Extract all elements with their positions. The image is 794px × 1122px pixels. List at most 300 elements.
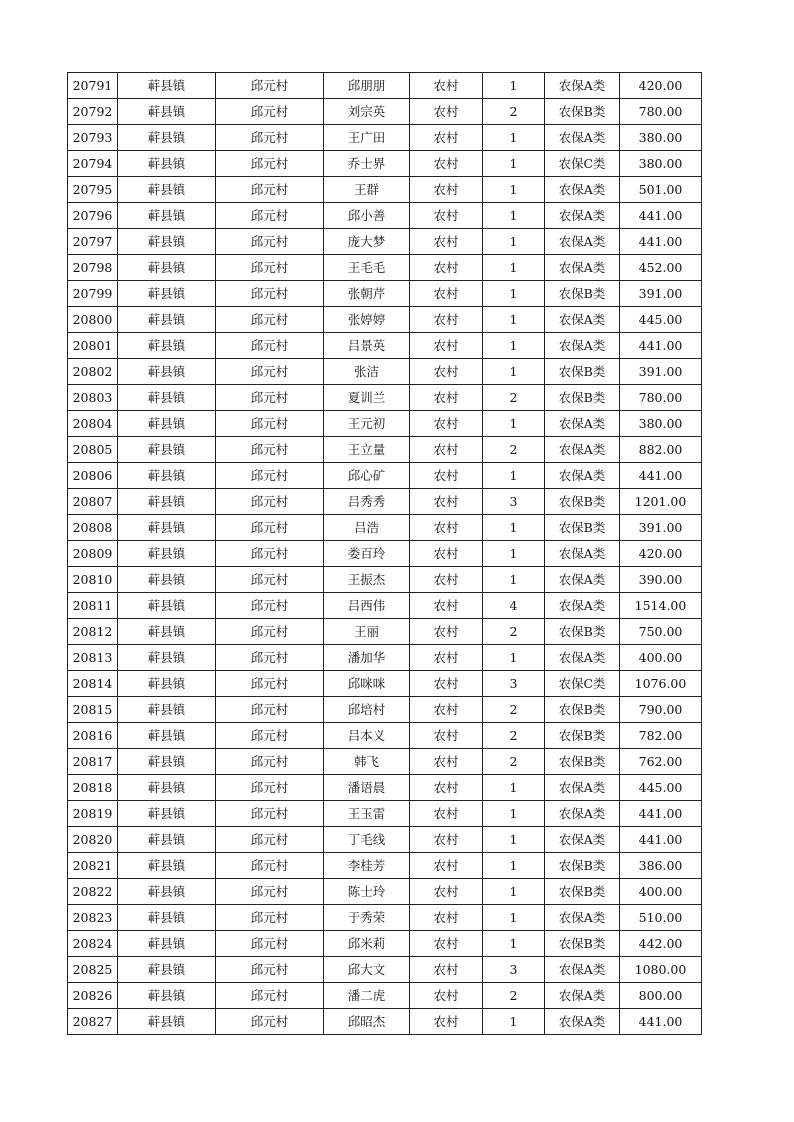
household-count-cell: 2 (483, 723, 545, 749)
record-id-cell: 20792 (68, 99, 118, 125)
household-count-cell: 1 (483, 463, 545, 489)
record-id-cell: 20791 (68, 73, 118, 99)
name-cell: 邱朋朋 (324, 73, 410, 99)
name-cell: 邱咪咪 (324, 671, 410, 697)
village-cell: 邱元村 (216, 359, 324, 385)
amount-cell: 1080.00 (620, 957, 702, 983)
table-row (68, 905, 702, 931)
area-type-cell: 农村 (410, 515, 483, 541)
insurance-category-cell: 农保A类 (545, 593, 620, 619)
household-count-cell: 3 (483, 489, 545, 515)
village-cell: 邱元村 (216, 307, 324, 333)
amount-cell: 391.00 (620, 281, 702, 307)
name-cell: 潘二虎 (324, 983, 410, 1009)
record-id-cell: 20826 (68, 983, 118, 1009)
area-type-cell: 农村 (410, 255, 483, 281)
area-type-cell: 农村 (410, 307, 483, 333)
town-cell: 蓒县镇 (118, 801, 216, 827)
table-row (68, 827, 702, 853)
village-cell: 邱元村 (216, 281, 324, 307)
table-row (68, 957, 702, 983)
record-id-cell: 20823 (68, 905, 118, 931)
insurance-category-cell: 农保A类 (545, 229, 620, 255)
name-cell: 王群 (324, 177, 410, 203)
village-cell: 邱元村 (216, 983, 324, 1009)
village-cell: 邱元村 (216, 723, 324, 749)
amount-cell: 400.00 (620, 645, 702, 671)
area-type-cell: 农村 (410, 593, 483, 619)
insurance-category-cell: 农保A类 (545, 801, 620, 827)
record-id-cell: 20815 (68, 697, 118, 723)
insurance-category-cell: 农保A类 (545, 775, 620, 801)
household-count-cell: 1 (483, 541, 545, 567)
amount-cell: 441.00 (620, 801, 702, 827)
village-cell: 邱元村 (216, 905, 324, 931)
insurance-category-cell: 农保B类 (545, 385, 620, 411)
insurance-category-cell: 农保B类 (545, 99, 620, 125)
name-cell: 王丽 (324, 619, 410, 645)
area-type-cell: 农村 (410, 775, 483, 801)
household-count-cell: 2 (483, 99, 545, 125)
table-row (68, 645, 702, 671)
town-cell: 蓒县镇 (118, 515, 216, 541)
table-row (68, 151, 702, 177)
town-cell: 蓒县镇 (118, 73, 216, 99)
village-cell: 邱元村 (216, 151, 324, 177)
village-cell: 邱元村 (216, 957, 324, 983)
amount-cell: 441.00 (620, 333, 702, 359)
amount-cell: 380.00 (620, 411, 702, 437)
insurance-category-cell: 农保A类 (545, 541, 620, 567)
household-count-cell: 3 (483, 957, 545, 983)
amount-cell: 441.00 (620, 463, 702, 489)
town-cell: 蓒县镇 (118, 671, 216, 697)
table-row (68, 281, 702, 307)
town-cell: 蓒县镇 (118, 619, 216, 645)
insurance-category-cell: 农保B类 (545, 489, 620, 515)
household-count-cell: 1 (483, 281, 545, 307)
town-cell: 蓒县镇 (118, 437, 216, 463)
town-cell: 蓒县镇 (118, 125, 216, 151)
name-cell: 邱小善 (324, 203, 410, 229)
town-cell: 蓒县镇 (118, 723, 216, 749)
household-count-cell: 2 (483, 697, 545, 723)
amount-cell: 441.00 (620, 203, 702, 229)
name-cell: 刘宗英 (324, 99, 410, 125)
town-cell: 蓒县镇 (118, 385, 216, 411)
amount-cell: 800.00 (620, 983, 702, 1009)
record-id-cell: 20814 (68, 671, 118, 697)
amount-cell: 510.00 (620, 905, 702, 931)
table-row (68, 385, 702, 411)
name-cell: 王元初 (324, 411, 410, 437)
amount-cell: 445.00 (620, 307, 702, 333)
amount-cell: 452.00 (620, 255, 702, 281)
record-id-cell: 20795 (68, 177, 118, 203)
insurance-category-cell: 农保A类 (545, 645, 620, 671)
insurance-category-cell: 农保A类 (545, 203, 620, 229)
household-count-cell: 1 (483, 229, 545, 255)
household-count-cell: 2 (483, 437, 545, 463)
table-body (68, 73, 702, 1035)
record-id-cell: 20807 (68, 489, 118, 515)
table-row (68, 567, 702, 593)
household-count-cell: 1 (483, 905, 545, 931)
name-cell: 张洁 (324, 359, 410, 385)
town-cell: 蓒县镇 (118, 255, 216, 281)
table-row (68, 515, 702, 541)
town-cell: 蓒县镇 (118, 775, 216, 801)
village-cell: 邱元村 (216, 385, 324, 411)
village-cell: 邱元村 (216, 73, 324, 99)
name-cell: 王毛毛 (324, 255, 410, 281)
name-cell: 韩飞 (324, 749, 410, 775)
data-table (67, 72, 702, 1035)
insurance-category-cell: 农保A类 (545, 983, 620, 1009)
amount-cell: 445.00 (620, 775, 702, 801)
insurance-category-cell: 农保A类 (545, 333, 620, 359)
table-row (68, 853, 702, 879)
town-cell: 蓒县镇 (118, 853, 216, 879)
name-cell: 邱心矿 (324, 463, 410, 489)
village-cell: 邱元村 (216, 541, 324, 567)
table-row (68, 723, 702, 749)
name-cell: 邱昭杰 (324, 1009, 410, 1035)
town-cell: 蓒县镇 (118, 957, 216, 983)
village-cell: 邱元村 (216, 749, 324, 775)
insurance-category-cell: 农保B类 (545, 723, 620, 749)
town-cell: 蓒县镇 (118, 333, 216, 359)
name-cell: 丁毛线 (324, 827, 410, 853)
town-cell: 蓒县镇 (118, 931, 216, 957)
town-cell: 蓒县镇 (118, 359, 216, 385)
area-type-cell: 农村 (410, 125, 483, 151)
area-type-cell: 农村 (410, 411, 483, 437)
area-type-cell: 农村 (410, 853, 483, 879)
table-row (68, 411, 702, 437)
table-row (68, 879, 702, 905)
name-cell: 李桂芳 (324, 853, 410, 879)
area-type-cell: 农村 (410, 385, 483, 411)
household-count-cell: 2 (483, 983, 545, 1009)
name-cell: 庞大梦 (324, 229, 410, 255)
insurance-category-cell: 农保A类 (545, 1009, 620, 1035)
amount-cell: 391.00 (620, 359, 702, 385)
table-row (68, 749, 702, 775)
household-count-cell: 1 (483, 411, 545, 437)
insurance-category-cell: 农保A类 (545, 957, 620, 983)
town-cell: 蓒县镇 (118, 229, 216, 255)
area-type-cell: 农村 (410, 749, 483, 775)
record-id-cell: 20797 (68, 229, 118, 255)
table-row (68, 73, 702, 99)
record-id-cell: 20793 (68, 125, 118, 151)
village-cell: 邱元村 (216, 853, 324, 879)
record-id-cell: 20799 (68, 281, 118, 307)
amount-cell: 782.00 (620, 723, 702, 749)
name-cell: 邱大文 (324, 957, 410, 983)
town-cell: 蓒县镇 (118, 281, 216, 307)
village-cell: 邱元村 (216, 1009, 324, 1035)
name-cell: 潘语晨 (324, 775, 410, 801)
insurance-category-cell: 农保A类 (545, 307, 620, 333)
name-cell: 王广田 (324, 125, 410, 151)
village-cell: 邱元村 (216, 203, 324, 229)
village-cell: 邱元村 (216, 515, 324, 541)
name-cell: 王玉雷 (324, 801, 410, 827)
insurance-category-cell: 农保A类 (545, 411, 620, 437)
insurance-category-cell: 农保B类 (545, 879, 620, 905)
insurance-category-cell: 农保A类 (545, 255, 620, 281)
table-row (68, 541, 702, 567)
amount-cell: 780.00 (620, 385, 702, 411)
village-cell: 邱元村 (216, 229, 324, 255)
town-cell: 蓒县镇 (118, 593, 216, 619)
village-cell: 邱元村 (216, 125, 324, 151)
household-count-cell: 1 (483, 177, 545, 203)
household-count-cell: 1 (483, 645, 545, 671)
table-row (68, 463, 702, 489)
area-type-cell: 农村 (410, 619, 483, 645)
town-cell: 蓒县镇 (118, 307, 216, 333)
record-id-cell: 20813 (68, 645, 118, 671)
area-type-cell: 农村 (410, 229, 483, 255)
village-cell: 邱元村 (216, 255, 324, 281)
household-count-cell: 1 (483, 931, 545, 957)
area-type-cell: 农村 (410, 489, 483, 515)
area-type-cell: 农村 (410, 463, 483, 489)
town-cell: 蓒县镇 (118, 879, 216, 905)
village-cell: 邱元村 (216, 671, 324, 697)
household-count-cell: 1 (483, 775, 545, 801)
name-cell: 吕西伟 (324, 593, 410, 619)
insurance-category-cell: 农保A类 (545, 905, 620, 931)
table-row (68, 229, 702, 255)
insurance-category-cell: 农保A类 (545, 73, 620, 99)
village-cell: 邱元村 (216, 827, 324, 853)
record-id-cell: 20816 (68, 723, 118, 749)
area-type-cell: 农村 (410, 697, 483, 723)
household-count-cell: 1 (483, 801, 545, 827)
village-cell: 邱元村 (216, 775, 324, 801)
name-cell: 潘加华 (324, 645, 410, 671)
amount-cell: 780.00 (620, 99, 702, 125)
area-type-cell: 农村 (410, 931, 483, 957)
amount-cell: 442.00 (620, 931, 702, 957)
area-type-cell: 农村 (410, 801, 483, 827)
insurance-category-cell: 农保A类 (545, 567, 620, 593)
area-type-cell: 农村 (410, 983, 483, 1009)
household-count-cell: 2 (483, 749, 545, 775)
amount-cell: 1514.00 (620, 593, 702, 619)
record-id-cell: 20825 (68, 957, 118, 983)
record-id-cell: 20804 (68, 411, 118, 437)
household-count-cell: 1 (483, 359, 545, 385)
household-count-cell: 1 (483, 307, 545, 333)
insurance-category-cell: 农保B类 (545, 281, 620, 307)
area-type-cell: 农村 (410, 905, 483, 931)
town-cell: 蓒县镇 (118, 905, 216, 931)
record-id-cell: 20819 (68, 801, 118, 827)
area-type-cell: 农村 (410, 281, 483, 307)
town-cell: 蓒县镇 (118, 177, 216, 203)
village-cell: 邱元村 (216, 801, 324, 827)
insurance-category-cell: 农保B类 (545, 619, 620, 645)
name-cell: 吕浩 (324, 515, 410, 541)
amount-cell: 882.00 (620, 437, 702, 463)
amount-cell: 441.00 (620, 1009, 702, 1035)
household-count-cell: 1 (483, 827, 545, 853)
name-cell: 乔士界 (324, 151, 410, 177)
insurance-category-cell: 农保B类 (545, 515, 620, 541)
area-type-cell: 农村 (410, 879, 483, 905)
record-id-cell: 20801 (68, 333, 118, 359)
name-cell: 夏训兰 (324, 385, 410, 411)
name-cell: 陈士玲 (324, 879, 410, 905)
town-cell: 蓒县镇 (118, 645, 216, 671)
insurance-category-cell: 农保A类 (545, 177, 620, 203)
amount-cell: 400.00 (620, 879, 702, 905)
table-row (68, 437, 702, 463)
table-row (68, 255, 702, 281)
table-row (68, 307, 702, 333)
town-cell: 蓒县镇 (118, 1009, 216, 1035)
village-cell: 邱元村 (216, 879, 324, 905)
insurance-category-cell: 农保B类 (545, 359, 620, 385)
record-id-cell: 20806 (68, 463, 118, 489)
village-cell: 邱元村 (216, 463, 324, 489)
insurance-category-cell: 农保B类 (545, 697, 620, 723)
area-type-cell: 农村 (410, 541, 483, 567)
record-id-cell: 20812 (68, 619, 118, 645)
amount-cell: 386.00 (620, 853, 702, 879)
record-id-cell: 20798 (68, 255, 118, 281)
household-count-cell: 1 (483, 333, 545, 359)
record-id-cell: 20808 (68, 515, 118, 541)
name-cell: 吕本义 (324, 723, 410, 749)
amount-cell: 1201.00 (620, 489, 702, 515)
table-row (68, 697, 702, 723)
insurance-category-cell: 农保A类 (545, 125, 620, 151)
insurance-category-cell: 农保B类 (545, 749, 620, 775)
record-id-cell: 20822 (68, 879, 118, 905)
area-type-cell: 农村 (410, 99, 483, 125)
insurance-category-cell: 农保B类 (545, 853, 620, 879)
name-cell: 张朝芹 (324, 281, 410, 307)
record-id-cell: 20800 (68, 307, 118, 333)
area-type-cell: 农村 (410, 359, 483, 385)
record-id-cell: 20820 (68, 827, 118, 853)
record-id-cell: 20803 (68, 385, 118, 411)
name-cell: 王立量 (324, 437, 410, 463)
name-cell: 张婷婷 (324, 307, 410, 333)
record-id-cell: 20827 (68, 1009, 118, 1035)
village-cell: 邱元村 (216, 567, 324, 593)
table-row (68, 489, 702, 515)
record-id-cell: 20817 (68, 749, 118, 775)
record-id-cell: 20796 (68, 203, 118, 229)
table-row (68, 1009, 702, 1035)
area-type-cell: 农村 (410, 73, 483, 99)
record-id-cell: 20811 (68, 593, 118, 619)
household-count-cell: 3 (483, 671, 545, 697)
town-cell: 蓒县镇 (118, 151, 216, 177)
record-id-cell: 20824 (68, 931, 118, 957)
area-type-cell: 农村 (410, 827, 483, 853)
village-cell: 邱元村 (216, 645, 324, 671)
table-row (68, 125, 702, 151)
household-count-cell: 1 (483, 567, 545, 593)
area-type-cell: 农村 (410, 723, 483, 749)
table-row (68, 931, 702, 957)
area-type-cell: 农村 (410, 333, 483, 359)
area-type-cell: 农村 (410, 437, 483, 463)
record-id-cell: 20818 (68, 775, 118, 801)
table-row (68, 177, 702, 203)
town-cell: 蓒县镇 (118, 697, 216, 723)
name-cell: 吕秀秀 (324, 489, 410, 515)
name-cell: 邱培村 (324, 697, 410, 723)
name-cell: 吕景英 (324, 333, 410, 359)
household-count-cell: 1 (483, 151, 545, 177)
household-count-cell: 2 (483, 619, 545, 645)
record-id-cell: 20794 (68, 151, 118, 177)
town-cell: 蓒县镇 (118, 411, 216, 437)
record-id-cell: 20805 (68, 437, 118, 463)
town-cell: 蓒县镇 (118, 567, 216, 593)
table-row (68, 801, 702, 827)
household-count-cell: 1 (483, 255, 545, 281)
amount-cell: 762.00 (620, 749, 702, 775)
insurance-category-cell: 农保A类 (545, 827, 620, 853)
insurance-category-cell: 农保C类 (545, 671, 620, 697)
village-cell: 邱元村 (216, 697, 324, 723)
table-row (68, 619, 702, 645)
area-type-cell: 农村 (410, 671, 483, 697)
village-cell: 邱元村 (216, 593, 324, 619)
area-type-cell: 农村 (410, 1009, 483, 1035)
name-cell: 娄百玲 (324, 541, 410, 567)
town-cell: 蓒县镇 (118, 827, 216, 853)
table-row (68, 359, 702, 385)
village-cell: 邱元村 (216, 177, 324, 203)
record-id-cell: 20821 (68, 853, 118, 879)
table-row (68, 983, 702, 1009)
record-id-cell: 20809 (68, 541, 118, 567)
area-type-cell: 农村 (410, 957, 483, 983)
insurance-category-cell: 农保A类 (545, 437, 620, 463)
table-row (68, 775, 702, 801)
amount-cell: 441.00 (620, 827, 702, 853)
area-type-cell: 农村 (410, 203, 483, 229)
table-row (68, 593, 702, 619)
household-count-cell: 1 (483, 203, 545, 229)
amount-cell: 750.00 (620, 619, 702, 645)
amount-cell: 441.00 (620, 229, 702, 255)
name-cell: 于秀荣 (324, 905, 410, 931)
town-cell: 蓒县镇 (118, 99, 216, 125)
town-cell: 蓒县镇 (118, 489, 216, 515)
name-cell: 邱米莉 (324, 931, 410, 957)
name-cell: 王振杰 (324, 567, 410, 593)
household-count-cell: 1 (483, 853, 545, 879)
amount-cell: 420.00 (620, 541, 702, 567)
town-cell: 蓒县镇 (118, 463, 216, 489)
table-row (68, 203, 702, 229)
table-row (68, 671, 702, 697)
record-id-cell: 20802 (68, 359, 118, 385)
amount-cell: 420.00 (620, 73, 702, 99)
